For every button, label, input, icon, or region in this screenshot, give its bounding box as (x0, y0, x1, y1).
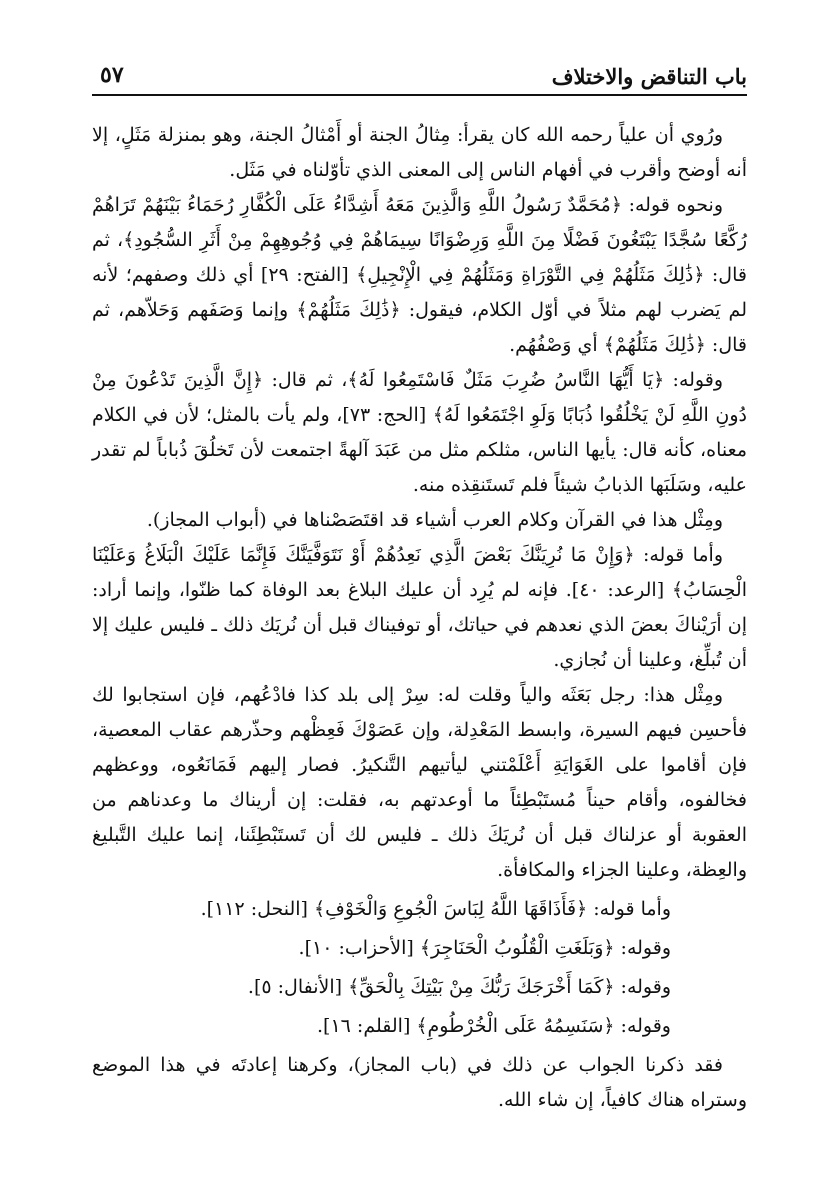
page-number: ٥٧ (100, 62, 124, 88)
paragraph: وقوله: ﴿يَا أَيُّهَا النَّاسُ ضُرِبَ مَثَلٌ فَاسْتَمِعُوا لَهُ﴾، ثم قال: ﴿إِنَّ الَّذِينَ تَدْعُونَ مِنْ دُونِ اللَّهِ لَنْ يَخْلُقُوا ذُبَابًا وَلَوِ اجْتَمَعُوا لَهُ﴾ [الحج: ٧٣]، ولم يأت بالمثل؛ لأن في الكلام معناه، كأنه قال: يأيها الناس، مثلكم مثل من عَبَدَ آلهةً اجتمعت لأن تَخلُقَ ذُباباً لم تقدر عليه، وسَلَبَها الذبابُ شيئاً فلم تَستَنقِذه منه. (92, 369, 748, 496)
paragraph: ومِثْل هذا في القرآن وكلام العرب أشياء قد اقتَصَصْناها في (أبواب المجاز). (146, 509, 723, 531)
quoted-verse: وقوله: ﴿كَمَا أَخْرَجَكَ رَبُّكَ مِنْ بَيْتِكَ بِالْحَقِّ﴾ [الأنفال: ٥]. (247, 976, 671, 998)
running-title: باب التناقض والاختلاف (551, 64, 747, 89)
paragraph: ونحوه قوله: ﴿مُحَمَّدٌ رَسُولُ اللَّهِ وَالَّذِينَ مَعَهُ أَشِدَّاءُ عَلَى الْكُفَّارِ رُحَمَاءُ بَيْنَهُمْ تَرَاهُمْ رُكَّعًا سُجَّدًا يَبْتَغُونَ فَضْلًا مِنَ اللَّهِ وَرِضْوَانًا سِيمَاهُمْ فِي وُجُوهِهِمْ مِنْ أَثَرِ السُّجُودِ﴾، ثم قال: ﴿ذَٰلِكَ مَثَلُهُمْ فِي التَّوْرَاةِ وَمَثَلُهُمْ فِي الْإِنْجِيلِ﴾ [الفتح: ٢٩] أي ذلك وصفهم؛ لأنه لم يَضرب لهم مثلاً في أوّل الكلام، فيقول: ﴿ذَٰلِكَ مَثَلُهُمْ﴾ وإنما وَصَفَهم وَحَلاّهم، ثم قال: ﴿ذَٰلِكَ مَثَلُهُمْ﴾ أي وَصْفُهُم. (92, 194, 747, 356)
page-header (92, 58, 747, 96)
quoted-verse: وأما قوله: ﴿فَأَذَاقَهَا اللَّهُ لِبَاسَ الْجُوعِ وَالْخَوْفِ﴾ [النحل: ١١٢]. (200, 898, 671, 920)
body-text (92, 118, 747, 1118)
paragraph: ورُوي أن علياً رحمه الله كان يقرأ: مِثالُ الجنة أو أَمْثالُ الجنة، وهو بمنزلة مَثَلٍ، إلا أنه أوضح وأقرب في أفهام الناس إلى المعنى الذي تأوّلناه في مَثَل. (92, 124, 747, 181)
closing-paragraph: فقد ذكرنا الجواب عن ذلك في (باب المجاز)، وكرهنا إعادتَه في هذا الموضع وستراه هناك كافياً، إن شاء الله. (92, 1054, 747, 1111)
quoted-verse: وقوله: ﴿وَبَلَغَتِ الْقُلُوبُ الْحَنَاجِرَ﴾ [الأحزاب: ١٠]. (298, 937, 671, 959)
paragraph: وأما قوله: ﴿وَإِنْ مَا نُرِيَنَّكَ بَعْضَ الَّذِي نَعِدُهُمْ أَوْ نَتَوَفَّيَنَّكَ فَإِنَّمَا عَلَيْكَ الْبَلَاغُ وَعَلَيْنَا الْحِسَابُ﴾ [الرعد: ٤٠]. فإنه لم يُرِد أن عليك البلاغ بعد الوفاة كما ظنّوا، وإنما أراد: إن أرَيْناكَ بعضَ الذي نعدهم في حياتك، أو توفيناك قبل أن نُريَك ذلك ـ فليس عليك إلا أن تُبلِّغ، وعلينا أن نُجازي. (92, 544, 747, 671)
paragraph: ومِثْل هذا: رجل بَعَثَه والياً وقلت له: سِرْ إلى بلد كذا فادْعُهم، فإن استجابوا لك فأحسِن فيهم السيرة، وابسط المَعْدِلة، وإن عَصَوْكَ فَعِظْهم وحذّرهم عقاب المعصية، فإن أقاموا على الغَوَايَةِ أَعْلَمْتني ليأتيهم التَّنكيرُ. فصار إليهم فَمَانَعُوه، ووعظهم فخالفوه، وأقام حيناً مُستَبْطِئاً ما أوعدتهم به، فقلت: إن أريناك ما وعدناهم من العقوبة أو عزلناك قبل أن نُريَكَ ذلك ـ فليس لك أن تَستَبْطِئَنا، إنما عليك التَّبليغ والعِظة، وعلينا الجزاء والمكافأة. (92, 684, 747, 881)
quoted-verse: وقوله: ﴿سَنَسِمُهُ عَلَى الْخُرْطُومِ﴾ [القلم: ١٦]. (317, 1015, 671, 1037)
